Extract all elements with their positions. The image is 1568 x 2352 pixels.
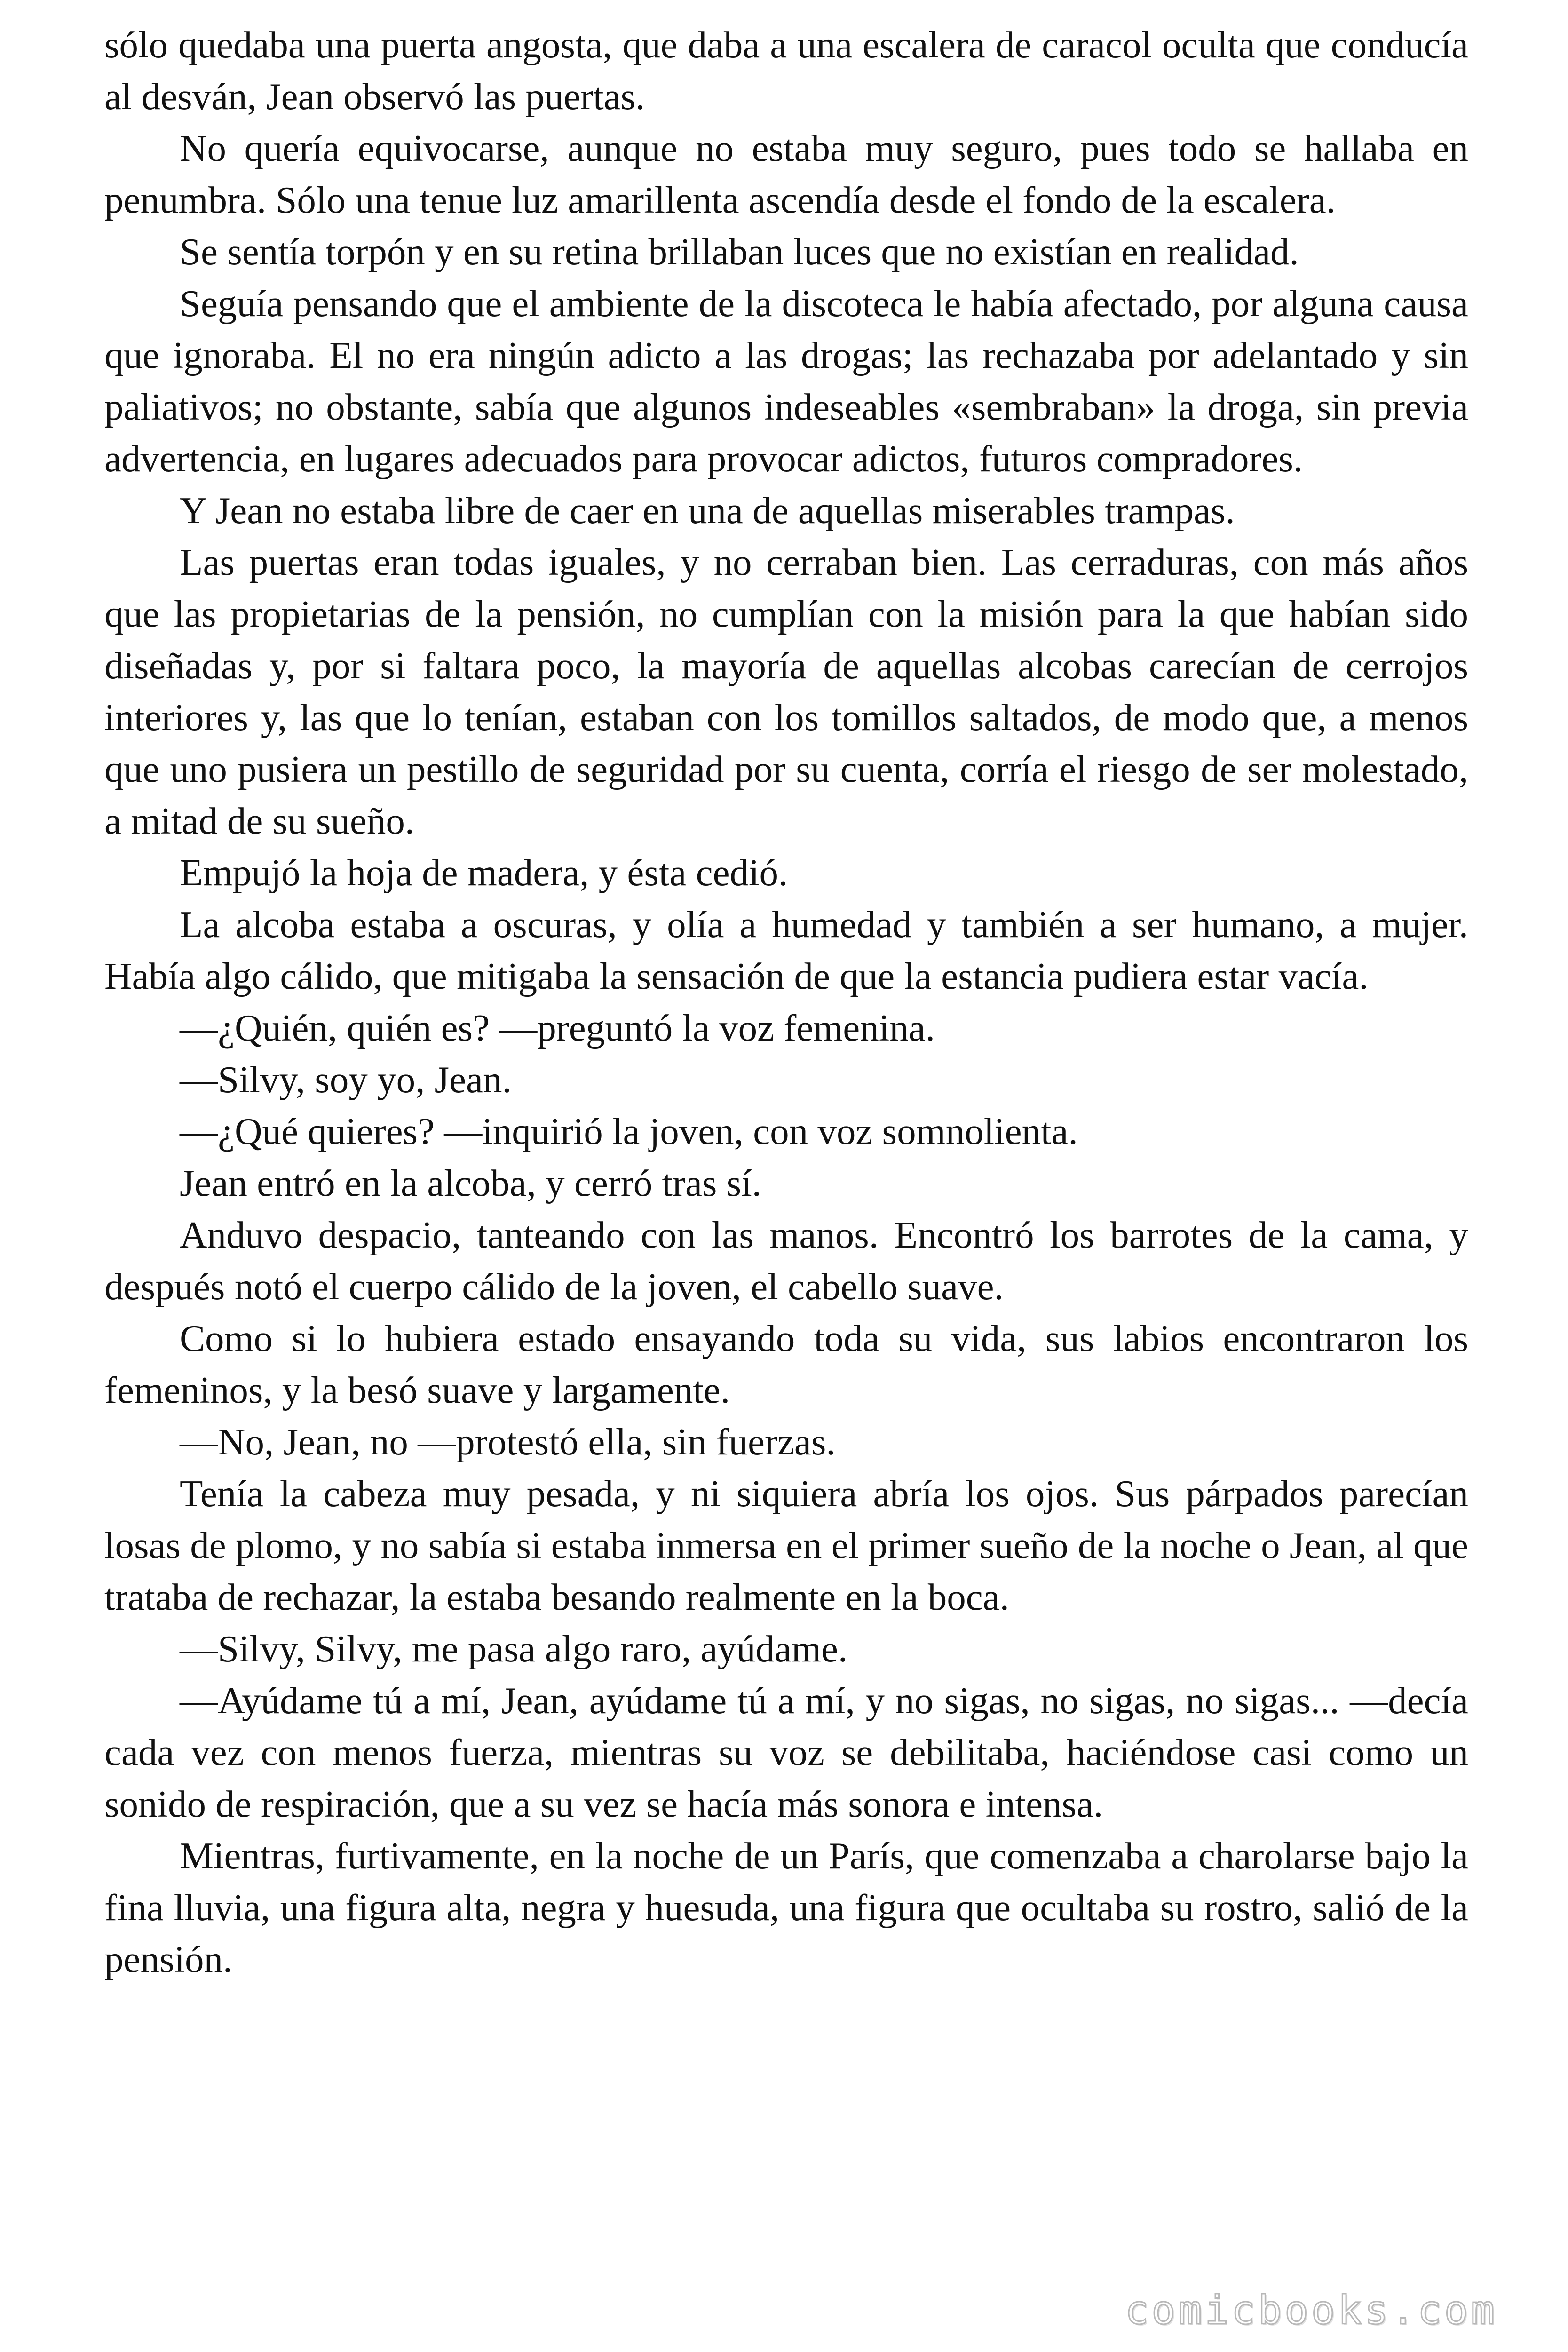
page-body	[104, 19, 1468, 1985]
paragraph: Y Jean no estaba libre de caer en una de aquellas miserables trampas.	[180, 489, 1235, 532]
dialogue-line: —¿Qué quieres? —inquirió la joven, con voz somnolienta.	[180, 1110, 1078, 1152]
watermark: comicbooks.com	[1125, 2287, 1497, 2333]
paragraph: Se sentía torpón y en su retina brillaban luces que no existían en realidad.	[180, 230, 1299, 273]
dialogue-line: —Silvy, soy yo, Jean.	[180, 1058, 512, 1101]
paragraph: Seguía pensando que el ambiente de la discoteca le había afectado, por alguna causa que ignoraba. El no era ningún adicto a las drogas; las rechazaba por adelantado y sin paliativos; no obstante, sabía que algunos indeseables «sembraban» la droga, sin previa advertencia, en lugares adecuados para provocar adictos, futuros compradores.	[104, 282, 1468, 480]
paragraph: Las puertas eran todas iguales, y no cerraban bien. Las cerraduras, con más años que las propietarias de la pensión, no cumplían con la misión para la que habían sido diseñadas y, por si faltara poco, la mayoría de aquellas alcobas carecían de cerrojos interiores y, las que lo tenían, estaban con los tomillos saltados, de modo que, a menos que uno pusiera un pestillo de seguridad por su cuenta, corría el riesgo de ser molestado, a mitad de su sueño.	[104, 541, 1468, 842]
dialogue-line: —¿Quién, quién es? —preguntó la voz femenina.	[180, 1007, 935, 1049]
paragraph: Anduvo despacio, tanteando con las manos. Encontró los barrotes de la cama, y después notó el cuerpo cálido de la joven, el cabello suave.	[104, 1214, 1468, 1308]
paragraph: Empujó la hoja de madera, y ésta cedió.	[180, 851, 788, 894]
dialogue-line: —Ayúdame tú a mí, Jean, ayúdame tú a mí, y no sigas, no sigas, no sigas... —decía cada vez con menos fuerza, mientras su voz se debilitaba, haciéndose casi como un sonido de respiración, que a su vez se hacía más sonora e intensa.	[104, 1679, 1468, 1825]
paragraph: Tenía la cabeza muy pesada, y ni siquiera abría los ojos. Sus párpados parecían losas de plomo, y no sabía si estaba inmersa en el primer sueño de la noche o Jean, al que trataba de rechazar, la estaba besando realmente en la boca.	[104, 1472, 1468, 1618]
paragraph: Como si lo hubiera estado ensayando toda su vida, sus labios encontraron los femeninos, y la besó suave y largamente.	[104, 1317, 1468, 1411]
paragraph: Jean entró en la alcoba, y cerró tras sí.	[180, 1162, 761, 1204]
paragraph: Mientras, furtivamente, en la noche de un París, que comenzaba a charolarse bajo la fina lluvia, una figura alta, negra y huesuda, una figura que ocultaba su rostro, salió de la pensión.	[104, 1835, 1468, 1980]
dialogue-line: —Silvy, Silvy, me pasa algo raro, ayúdame.	[180, 1628, 848, 1670]
paragraph: La alcoba estaba a oscuras, y olía a humedad y también a ser humano, a mujer. Había algo cálido, que mitigaba la sensación de que la estancia pudiera estar vacía.	[104, 903, 1468, 997]
paragraph: No quería equivocarse, aunque no estaba muy seguro, pues todo se hallaba en penumbra. Sólo una tenue luz amarillenta ascendía desde el fondo de la escalera.	[104, 127, 1468, 221]
paragraph: sólo quedaba una puerta angosta, que daba a una escalera de caracol oculta que conducía al desván, Jean observó las puertas.	[104, 24, 1468, 118]
dialogue-line: —No, Jean, no —protestó ella, sin fuerzas.	[180, 1421, 836, 1463]
